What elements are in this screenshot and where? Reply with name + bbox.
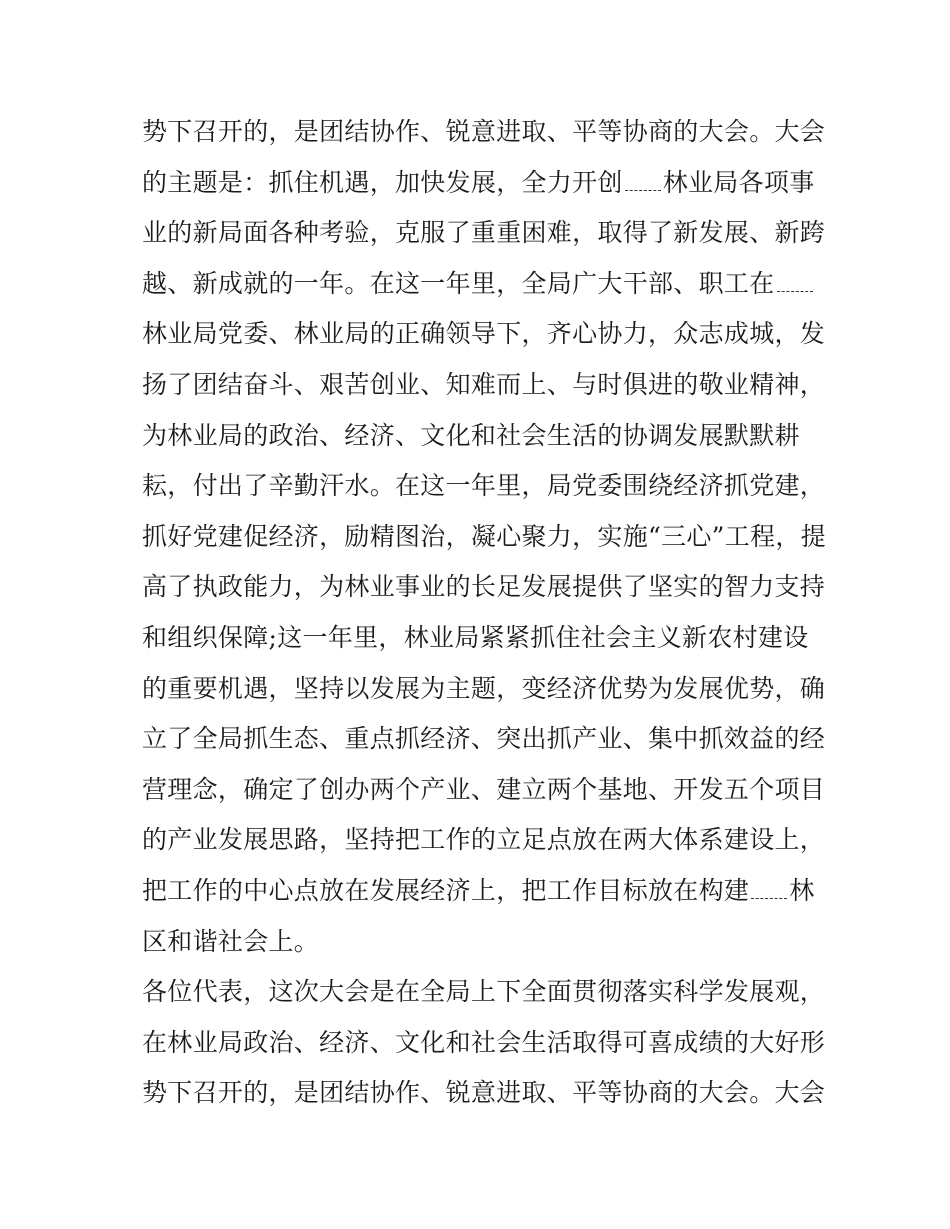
text-line-2: [142, 158, 822, 209]
document-body: [142, 107, 826, 1119]
blank-placeholder: [751, 878, 787, 899]
text-line-14: 营理念，确定了创办两个产业、建立两个基地、开发五个项目: [142, 774, 826, 804]
text-segment: 的主题是：抓住机遇，加快发展，全力开创: [142, 167, 623, 197]
text-line-4: [142, 259, 822, 310]
text-line-17: 区和谐社会上。: [142, 926, 320, 956]
text-line-19: 在林业局政治、经济、文化和社会生活取得可喜成绩的大好形: [142, 1027, 826, 1057]
text-line-9: 抓好党建促经济，励精图治，凝心聚力，实施“三心”工程，提: [142, 521, 826, 551]
text-segment: 把工作的中心点放在发展经济上，把工作目标放在构建: [142, 875, 750, 905]
text-line-7: 为林业局的政治、经济、文化和社会生活的协调发展默默耕: [142, 420, 800, 450]
text-line-3: 业的新局面各种考验，克服了重重困难，取得了新发展、新跨: [142, 218, 826, 248]
text-segment: 林业局各项事: [662, 167, 815, 197]
text-line-5: 林业局党委、林业局的正确领导下，齐心协力，众志成城，发: [142, 319, 826, 349]
text-line-12: 的重要机遇，坚持以发展为主题，变经济优势为发展优势，确: [142, 673, 826, 703]
text-segment: 林: [789, 875, 815, 905]
blank-placeholder: [777, 271, 813, 292]
text-line-15: 的产业发展思路，坚持把工作的立足点放在两大体系建设上，: [142, 825, 826, 855]
text-line-6: 扬了团结奋斗、艰苦创业、知难而上、与时俱进的敬业精神，: [142, 369, 826, 399]
text-line-11: 和组织保障;这一年里，林业局紧紧抓住社会主义新农村建设: [142, 622, 809, 652]
text-line-18: 各位代表，这次大会是在全局上下全面贯彻落实科学发展观，: [142, 977, 826, 1007]
text-line-1: 势下召开的，是团结协作、锐意进取、平等协商的大会。大会: [142, 117, 826, 146]
text-line-10: 高了执政能力，为林业事业的长足发展提供了坚实的智力支持: [142, 572, 826, 602]
text-line-20: 势下召开的，是团结协作、锐意进取、平等协商的大会。大会: [142, 1078, 826, 1108]
text-line-16: [142, 866, 822, 917]
text-line-8: 耘，付出了辛勤汗水。在这一年里，局党委围绕经济抓党建，: [142, 471, 826, 501]
text-line-13: 立了全局抓生态、重点抓经济、突出抓产业、集中抓效益的经: [142, 724, 826, 754]
blank-placeholder: [625, 170, 661, 191]
text-segment: 越、新成就的一年。在这一年里，全局广大干部、职工在: [142, 268, 775, 298]
